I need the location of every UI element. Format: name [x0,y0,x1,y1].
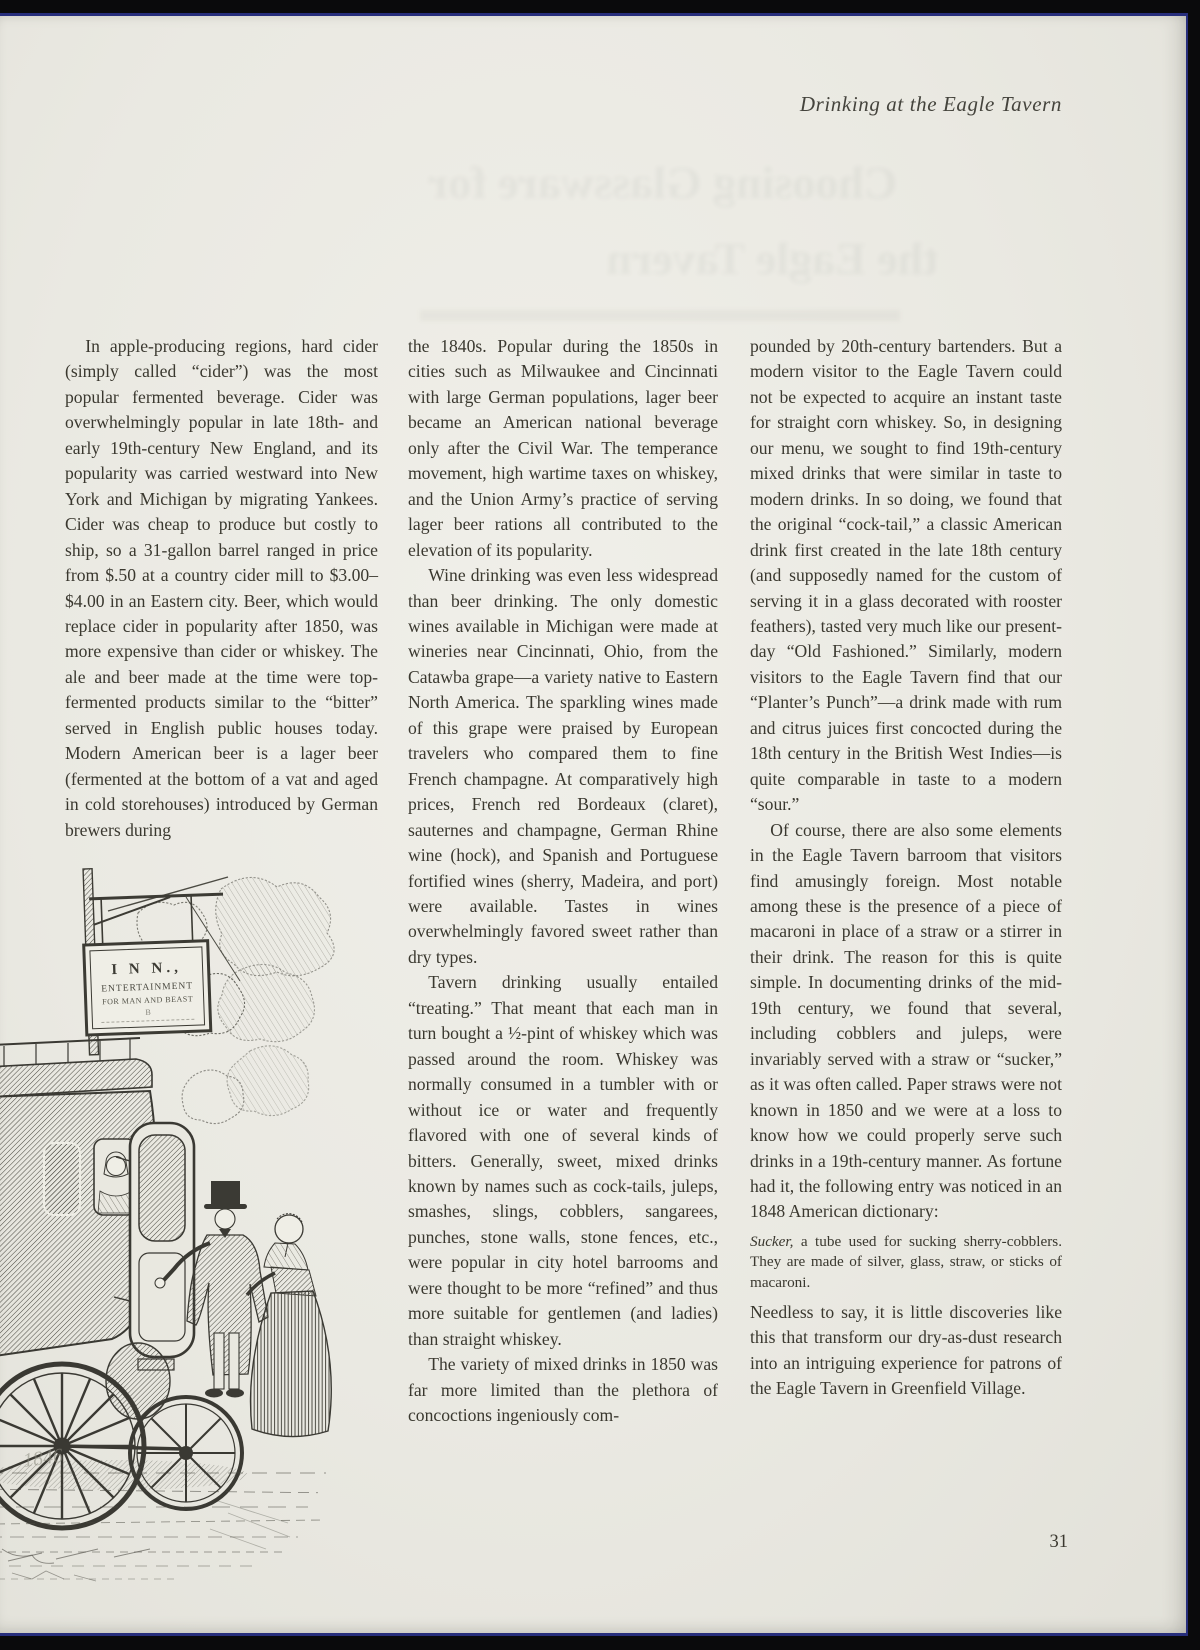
sign-text-line3: FOR MAN AND BEAST [102,994,194,1007]
body-paragraph: The variety of mixed drinks in 1850 was far more limited than the plethora of concoctions ingeniously com- [408,1354,718,1426]
gentleman-leg [214,1333,224,1389]
top-hat-brim [204,1204,247,1209]
text-column-2 [408,334,718,1428]
sign-text-line1: I N N., [111,959,183,979]
rear-wheel [0,1364,144,1528]
showthrough-title-line2: the Eagle Tavern [606,233,939,284]
body-paragraph: pounded by 20th-century bartenders. But a modern visitor to the Eagle Tavern could not be expected to acquire an instant taste for straight corn whiskey. So, in designing our menu, we sought to find 19th-century mixed drinks that were similar in taste to modern drinks. In so doing, we found that the original “cock-tail,” a classic American drink first created in the late 18th century (and supposedly named for the custom of serving it in a glass decorated with rooster feathers), tasted very much like our present-day “Old Fashioned.” Similarly, modern visitors to the Eagle Tavern find that our “Planter’s Punch”—a drink made with rum and citrus juices first concocted during the 18th century in the British West Indies—is quite comparable in taste to a modern “sour.” [750,336,1062,815]
body-paragraph: Wine drinking was even less widespread than beer drinking. The only domestic wines available in Michigan were made at wineries near Cincinnati, Ohio, from the Catawba grape—a variety native to Eastern North America. The sparkling wines made of this grape were praised by European travelers who compared them to fine French champagne. At comparatively high prices, French red Bordeaux (claret), sauternes and champagne, German Rhine wine (hock), and Spanish and Portuguese fortified wines (sherry, Madeira, and port) were available. Tastes in wines overwhelmingly favored sweet rather than dry types. [408,565,718,967]
body-paragraph: Needless to say, it is little discoveries like this that transform our dry-as-dust research into an intriguing experience for patrons of the Eagle Tavern in Greenfield Village. [750,1301,1062,1398]
top-hat-crown [211,1181,240,1206]
front-wheel [130,1397,242,1509]
page-number: 31 [1049,1532,1068,1552]
gentleman-face [215,1209,235,1229]
book-page [0,13,1188,1636]
sign-text-line2: ENTERTAINMENT [101,981,194,995]
text-column-3 [750,334,1062,1401]
quote-lead-word: Sucker, [750,1232,794,1250]
ground-hatching [0,1460,326,1581]
coach-window-rear [44,1143,80,1215]
gentleman-leg [229,1333,239,1389]
bonnet [275,1215,303,1243]
body-paragraph: the 1840s. Popular during the 1850s in cities such as Milwaukee and Cincinnati with large German populations, lager beer became an American national beverage only after the Civil War. The temperance movement, high wartime taxes on whiskey, and the Union Army’s practice of serving lager beer rations all contributed to the elevation of its popularity. [408,336,718,560]
body-paragraph: Tavern drinking usually entailed “treating.” That meant that each man in turn bought a ½-pint of whiskey which was passed around the room. Whiskey was normally consumed in a tumbler with or without ice or water and frequently flavored with one of several kinds of bitters. Generally, sweet, mixed drinks known by names such as cock-tails, juleps, smashes, slings, cobblers, sangarees, punches, stone walls, stone fences, etc., were popular in city hotel barrooms and were thought to be more “refined” and thus more suitable for gentlemen (and ladies) than straight whiskey. [408,972,718,1349]
dictionary-quote [750,1232,1062,1294]
inn-sign [81,864,228,1055]
text-column-1 [65,334,378,843]
lady-shawl [264,1243,308,1270]
body-paragraph: Of course, there are also some elements in the Eagle Tavern barroom that visitors find amusingly foreign. Most notable among these is the presence of a piece of macaroni in place of a straw or a stirrer in their drink. The reason for this is quite simple. In documenting drinks of the mid-19th century, we found that several, including cobblers and juleps, were invariably served with a straw or “sucker,” as it was often called. Paper straws were not known in 1850 and we were at a loss to know how we could properly serve such drinks in a 19th-century manner. As fortune had it, the following entry was noticed in an 1848 American dictionary: [750,819,1062,1222]
door-window [139,1135,185,1241]
showthrough-byline-smudge [420,310,900,321]
coach-step [138,1359,174,1370]
body-paragraph: In apple-producing regions, hard cider (simply called “cider”) was the most popular fermented beverage. Cider was overwhelmingly popular in late 18th- and early 19th-century New England, and its popularity was carried westward into New York and Michigan by migrating Yankees. Cider was cheap to produce but costly to ship, so a 31-gallon barrel ranged in price from $.50 at a country cider mill to $3.00–$4.00 in an Eastern city. Beer, which would replace cider in popularity after 1850, was more expensive than cider or whiskey. The ale and beer made at the time were top-fermented products similar to the “bitter” served in English public houses today. Modern American beer is a lager beer (fermented at the bottom of a vat and aged in cold storehouses) introduced by German brewers during [65,336,378,840]
quote-body: a tube used for sucking sherry-cobblers. They are made of silver, glass, straw, or sticks of macaroni. [750,1232,1062,1292]
stagecoach-inn-engraving [0,861,338,1601]
running-head: Drinking at the Eagle Tavern [799,92,1062,116]
sign-text-line4: B [145,1007,151,1017]
handwritten-date: 1846 [21,1444,65,1472]
lady-bonnet [247,1214,331,1437]
showthrough-title-line1: Choosing Glassware for [427,157,898,208]
